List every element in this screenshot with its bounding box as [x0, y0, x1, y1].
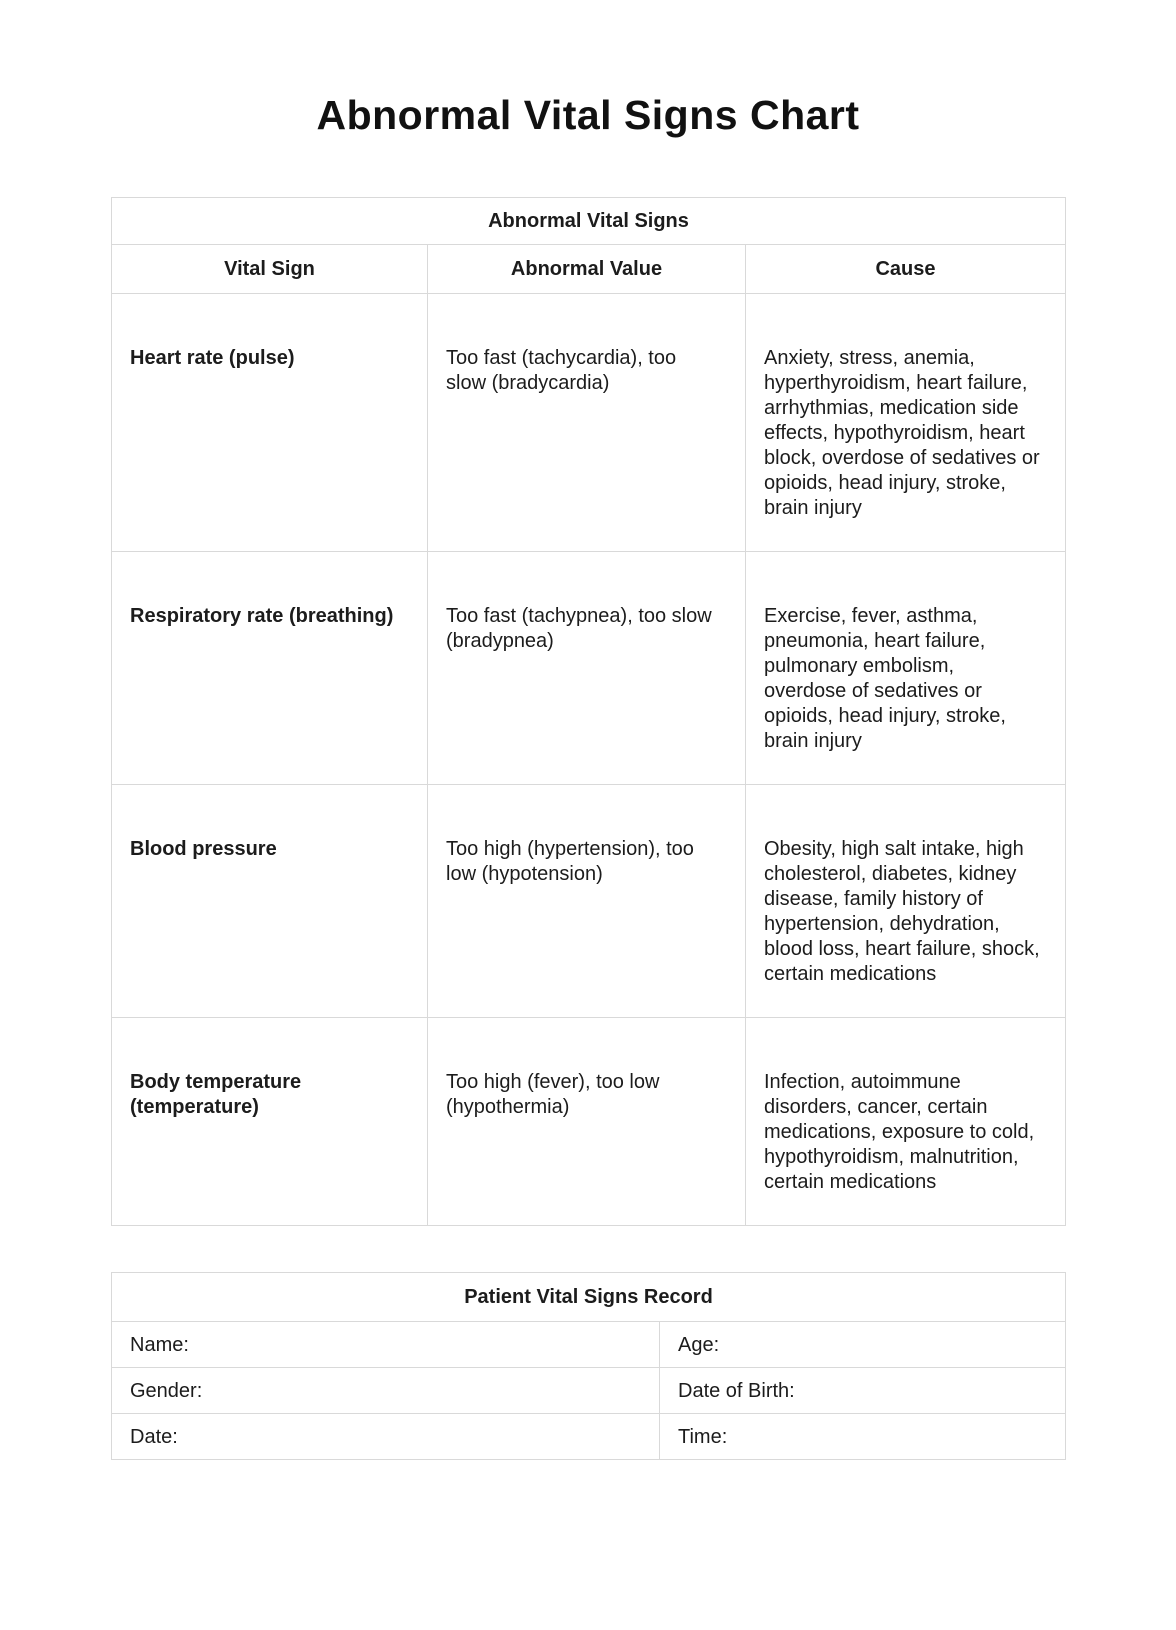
cause-cell: Infection, autoimmune disorders, cancer, certain medications, exposure to cold, hypothyroidism, malnutrition, certain medications [746, 1018, 1066, 1226]
table-row-body-temperature [112, 1018, 1066, 1226]
gender-field-cell[interactable]: Gender: [112, 1368, 660, 1414]
cause-cell: Anxiety, stress, anemia, hyperthyroidism, heart failure, arrhythmias, medication side effects, hypothyroidism, heart block, overdose of sedatives or opioids, head injury, stroke, brain injury [746, 294, 1066, 552]
page-title: Abnormal Vital Signs Chart [316, 92, 860, 138]
abnormal-value-cell: Too high (fever), too low (hypothermia) [428, 1018, 746, 1226]
patient-record-table [111, 1272, 1066, 1460]
vital-sign-cell: Blood pressure [112, 785, 428, 1018]
abnormal-value-cell: Too fast (tachycardia), too slow (bradycardia) [428, 294, 746, 552]
abnormal-value-cell: Too high (hypertension), too low (hypotension) [428, 785, 746, 1018]
record-row-gender-dob [112, 1368, 1066, 1414]
table-row-heart-rate [112, 294, 1066, 552]
vital-sign-cell: Body temperature (temperature) [112, 1018, 428, 1226]
table-row-blood-pressure [112, 785, 1066, 1018]
table-row-respiratory-rate [112, 552, 1066, 785]
name-field-cell[interactable]: Name: [112, 1322, 660, 1368]
document-content [111, 92, 1065, 1460]
time-field-cell[interactable]: Time: [660, 1414, 1066, 1460]
vital-sign-cell: Heart rate (pulse) [112, 294, 428, 552]
col-header-abnormal-value: Abnormal Value [428, 245, 746, 294]
abnormal-table-title: Abnormal Vital Signs [112, 198, 1066, 245]
abnormal-value-cell: Too fast (tachypnea), too slow (bradypnea) [428, 552, 746, 785]
vital-sign-cell: Respiratory rate (breathing) [112, 552, 428, 785]
col-header-cause: Cause [746, 245, 1066, 294]
abnormal-vital-signs-table [111, 197, 1066, 1226]
record-row-date-time [112, 1414, 1066, 1460]
column-header-row [112, 245, 1066, 294]
cause-cell: Exercise, fever, asthma, pneumonia, heart failure, pulmonary embolism, overdose of sedatives or opioids, head injury, stroke, brain injury [746, 552, 1066, 785]
cause-cell: Obesity, high salt intake, high cholesterol, diabetes, kidney disease, family history of hypertension, dehydration, blood loss, heart failure, shock, certain medications [746, 785, 1066, 1018]
table-title-row [112, 198, 1066, 245]
col-header-vital-sign: Vital Sign [112, 245, 428, 294]
record-title-row [112, 1273, 1066, 1322]
date-field-cell[interactable]: Date: [112, 1414, 660, 1460]
dob-field-cell[interactable]: Date of Birth: [660, 1368, 1066, 1414]
record-row-name-age [112, 1322, 1066, 1368]
age-field-cell[interactable]: Age: [660, 1322, 1066, 1368]
record-table-title: Patient Vital Signs Record [112, 1273, 1066, 1322]
